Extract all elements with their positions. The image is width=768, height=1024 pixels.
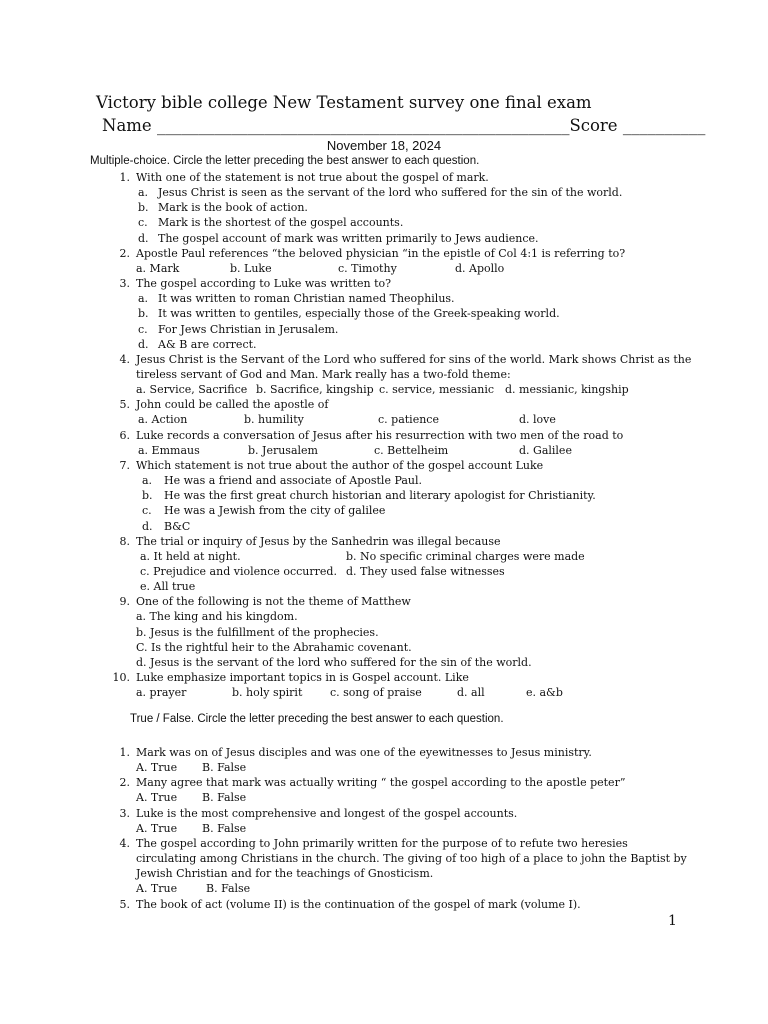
question-5 <box>110 397 710 412</box>
name-blank: __________________________________________________ <box>156 116 570 135</box>
question-6 <box>110 428 710 443</box>
tf-question-4 <box>110 836 690 881</box>
false-option: B. False <box>202 761 247 775</box>
options-row <box>110 549 710 564</box>
option: a. Mark <box>136 261 180 275</box>
option: c. Timothy <box>338 261 397 275</box>
question-number: 8. <box>119 534 130 548</box>
options-row <box>110 261 710 276</box>
question-text: The trial or inquiry of Jesus by the Sanhedrin was illegal because <box>136 534 501 548</box>
option: a. The king and his kingdom. <box>136 610 298 624</box>
option <box>110 231 710 246</box>
option <box>110 291 710 306</box>
question-number: 5. <box>119 398 130 412</box>
option: c. service, messianic <box>379 383 495 397</box>
question-7 <box>110 458 710 473</box>
option-text: The gospel account of mark was written primarily to Jews audience. <box>158 231 539 245</box>
question-number: 4. <box>119 836 130 850</box>
tf-question-3 <box>110 806 690 821</box>
exam-date: November 18, 2024 <box>326 138 442 153</box>
option <box>110 185 710 200</box>
option-text: It was written to gentiles, especially those of the Greek-speaking world. <box>158 307 560 321</box>
option-letter: d. <box>138 337 149 351</box>
option: e. All true <box>140 580 196 594</box>
option <box>110 337 710 352</box>
option: c. Bettelheim <box>374 443 449 457</box>
question-1 <box>110 170 710 185</box>
option: b. humility <box>244 413 304 427</box>
question-number: 10. <box>112 671 130 685</box>
question-text: John could be called the apostle of <box>136 398 329 412</box>
tf-section <box>110 745 690 912</box>
question-text: Many agree that mark was actually writing “ the gospel according to the apostle peter” <box>136 776 626 790</box>
option-letter: c. <box>138 322 148 336</box>
question-text: Mark was on of Jesus disciples and was one of the eyewitnesses to Jesus ministry. <box>136 746 592 759</box>
true-option: A. True <box>136 761 178 775</box>
option: d. all <box>457 686 485 700</box>
option: c. Prejudice and violence occurred. <box>140 564 337 578</box>
question-text: Luke records a conversation of Jesus after his resurrection with two men of the road to <box>136 428 624 442</box>
option-letter: d. <box>138 231 149 245</box>
question-text: Luke emphasize important topics in is Gospel account. Like <box>136 671 469 685</box>
option: b. Jerusalem <box>248 443 318 457</box>
option-text: B&C <box>164 519 191 533</box>
option-letter: a. <box>138 186 149 200</box>
tf-options <box>110 790 690 805</box>
option-text: Jesus Christ is seen as the servant of the lord who suffered for the sin of the world. <box>158 186 623 200</box>
question-number: 3. <box>119 277 130 291</box>
name-score-line <box>102 116 705 135</box>
option-letter: c. <box>138 216 148 230</box>
mc-section <box>110 170 710 700</box>
option-letter: b. <box>142 489 153 503</box>
true-option: A. True <box>136 821 178 835</box>
options-row <box>110 685 710 700</box>
question-number: 1. <box>119 746 130 759</box>
option-text: He was a Jewish from the city of galilee <box>164 504 386 518</box>
question-4 <box>110 352 710 382</box>
option-text: It was written to roman Christian named Theophilus. <box>158 292 455 306</box>
option: b. No specific criminal charges were made <box>346 549 585 563</box>
tf-options <box>110 821 690 836</box>
question-text: Luke is the most comprehensive and longest of the gospel accounts. <box>136 806 518 820</box>
question-text: Apostle Paul references “the beloved physician “in the epistle of Col 4:1 is referring to? <box>136 246 626 260</box>
question-number: 4. <box>119 352 130 366</box>
question-number: 2. <box>119 246 130 260</box>
question-number: 5. <box>119 897 130 911</box>
question-text: The gospel according to Luke was written to? <box>136 277 392 291</box>
options-row <box>110 382 710 397</box>
option <box>110 503 710 518</box>
option: a. Emmaus <box>138 443 200 457</box>
option-text: He was the first great church historian and literary apologist for Christianity. <box>164 489 596 503</box>
score-label: Score <box>569 116 618 135</box>
true-option: A. True <box>136 791 178 805</box>
question-text: The book of act (volume II) is the continuation of the gospel of mark (volume I). <box>136 897 581 911</box>
page-number: 1 <box>668 913 677 929</box>
option: d. Apollo <box>455 261 505 275</box>
option: d. messianic, kingship <box>505 383 629 397</box>
option: C. Is the rightful heir to the Abrahamic covenant. <box>136 640 412 654</box>
option <box>110 306 710 321</box>
option: a. Action <box>138 413 188 427</box>
true-option: A. True <box>136 882 178 896</box>
option: d. Galilee <box>519 443 572 457</box>
options-row <box>110 564 710 579</box>
option: d. Jesus is the servant of the lord who suffered for the sin of the world. <box>136 655 532 669</box>
question-number: 1. <box>119 171 130 184</box>
option-text: For Jews Christian in Jerusalem. <box>158 322 339 336</box>
question-text: Jesus Christ is the Servant of the Lord who suffered for sins of the world. Mark shows Christ as the tireless servant of God and Man. Mark really has a two-fold theme: <box>136 352 692 382</box>
tf-question-5 <box>110 897 690 912</box>
option: b. holy spirit <box>232 686 303 700</box>
option <box>110 473 710 488</box>
tf-question-1 <box>110 745 690 760</box>
question-text: The gospel according to John primarily written for the purpose of to refute two heresies circulating among Christians in the church. The giving of too high of a place to john the Baptist by Jewish Christian and for the teachings of Gnosticism. <box>136 836 687 881</box>
option: b. Jesus is the fulfillment of the prophecies. <box>136 625 379 639</box>
option <box>110 322 710 337</box>
option-letter: b. <box>138 201 149 215</box>
option-text: Mark is the book of action. <box>158 201 308 215</box>
question-number: 6. <box>119 428 130 442</box>
option: c. song of praise <box>330 686 422 700</box>
option-letter: a. <box>142 474 153 488</box>
options-row <box>110 579 710 594</box>
option: b. Luke <box>230 261 272 275</box>
option: a. prayer <box>136 686 187 700</box>
option: d. They used false witnesses <box>346 564 505 578</box>
false-option: B. False <box>206 882 251 896</box>
false-option: B. False <box>202 791 247 805</box>
question-3 <box>110 276 710 291</box>
question-number: 7. <box>119 458 130 472</box>
mc-instructions: Multiple-choice. Circle the letter preceding the best answer to each question. <box>90 155 480 167</box>
question-text: One of the following is not the theme of Matthew <box>136 595 411 609</box>
exam-title: Victory bible college New Testament survey one final exam <box>96 93 592 112</box>
option: a. Service, Sacrifice <box>136 383 248 397</box>
tf-options <box>110 881 690 896</box>
tf-instructions: True / False. Circle the letter preceding the best answer to each question. <box>130 713 504 725</box>
score-blank: __________ <box>622 116 706 135</box>
question-number: 3. <box>119 806 130 820</box>
option: c. patience <box>378 413 439 427</box>
question-number: 9. <box>119 595 130 609</box>
option-text: He was a friend and associate of Apostle Paul. <box>164 474 423 488</box>
false-option: B. False <box>202 821 247 835</box>
option: b. Sacrifice, kingship <box>256 383 374 397</box>
question-text: With one of the statement is not true about the gospel of mark. <box>136 171 489 184</box>
question-text: Which statement is not true about the author of the gospel account Luke <box>136 458 544 472</box>
option: e. a&b <box>526 686 563 700</box>
question-9 <box>110 594 710 609</box>
question-8 <box>110 534 710 549</box>
option-letter: a. <box>138 292 149 306</box>
tf-question-2 <box>110 775 690 790</box>
option <box>110 488 710 503</box>
option-letter: d. <box>142 519 153 533</box>
question-2 <box>110 246 710 261</box>
option <box>110 519 710 534</box>
question-number: 2. <box>119 776 130 790</box>
option-letter: b. <box>138 307 149 321</box>
question-10 <box>110 670 710 685</box>
options-row <box>110 443 710 458</box>
option <box>110 200 710 215</box>
name-label: Name <box>102 116 152 135</box>
option-letter: c. <box>142 504 152 518</box>
options-row <box>110 412 710 427</box>
option: d. love <box>519 413 556 427</box>
option-text: A& B are correct. <box>158 337 257 351</box>
option-text: Mark is the shortest of the gospel accounts. <box>158 216 404 230</box>
option <box>110 215 710 230</box>
tf-options <box>110 760 690 775</box>
option: a. It held at night. <box>140 549 241 563</box>
